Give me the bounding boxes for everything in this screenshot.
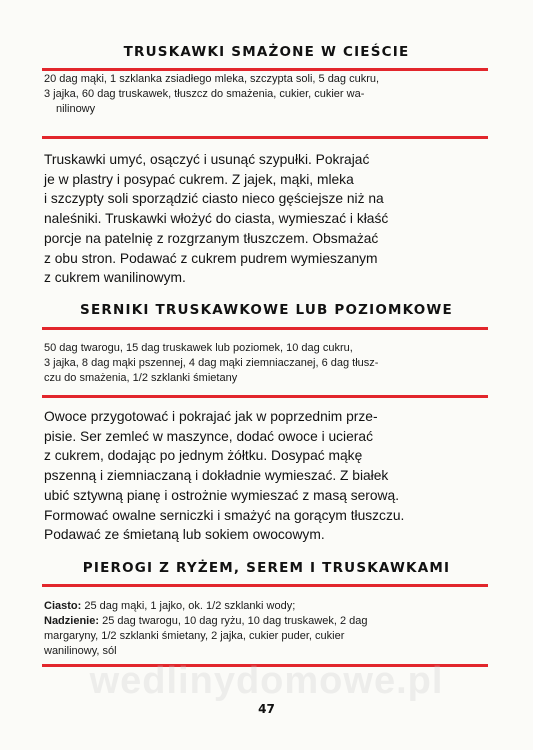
method-line: je w plastry i posypać cukrem. Z jajek, mąki, mleka [44,171,354,187]
recipe-title: TRUSKAWKI SMAŻONE W CIEŚCIE [123,44,410,60]
method-line: naleśniki. Truskawki włożyć do ciasta, wymieszać i kłaść [44,211,389,227]
method-line: porcje na patelnię z rozgrzanym tłuszczem. Obsmażać [44,230,379,246]
ingredients-list [44,599,486,659]
ingredient-label: Nadzienie: [44,615,100,627]
method-text [44,407,488,545]
red-rule [42,327,488,330]
method-line: pszenną i ziemniaczaną i dokładnie wymieszać. Z białek [44,468,389,484]
method-line: Truskawki umyć, osączyć i usunąć szypułki. Pokrajać [44,152,370,167]
method-line: Owoce przygotować i pokrajać jak w poprzednim prze- [44,409,378,424]
ingredients-list [44,72,486,117]
ingredient-line: wanilinowy, sól [44,645,117,657]
red-rule [42,68,488,71]
page-number: 47 [258,702,275,716]
ingredient-line: margaryny, 1/2 szklanki śmietany, 2 jajka, cukier puder, cukier [44,630,345,642]
method-line: z obu stron. Podawać z cukrem pudrem wymieszanym [44,250,378,266]
method-line: Podawać ze śmietaną lub sokiem owocowym. [44,527,325,543]
watermark: wedlinydomowe.pl [89,660,444,702]
ingredient-line: nilinowy [56,103,96,115]
red-rule [42,136,488,139]
ingredient-line: 3 jajka, 60 dag truskawek, tłuszcz do smażenia, cukier, cukier wa- [44,88,365,100]
ingredient-line: 3 jajka, 8 dag mąki pszennej, 4 dag mąki ziemniaczanej, 6 dag tłusz- [44,357,379,369]
ingredient-line [44,599,486,614]
method-line: ubić sztywną pianę i ostrożnie wymieszać z masą serową. [44,487,400,503]
red-rule [42,584,488,587]
method-line: i szczypty soli sporządzić ciasto nieco gęściejsze niż na [44,191,384,207]
method-line: Formować owalne serniczki i smażyć na gorącym tłuszczu. [44,507,405,523]
ingredients-list [44,341,486,386]
ingredient-line [44,614,486,629]
recipe-title: SERNIKI TRUSKAWKOWE LUB POZIOMKOWE [80,302,453,318]
ingredient-text: 25 dag twarogu, 10 dag ryżu, 10 dag truskawek, 2 dag [99,615,368,627]
recipe-title: PIEROGI Z RYŻEM, SEREM I TRUSKAWKAMI [82,560,451,576]
ingredient-line: 20 dag mąki, 1 szklanka zsiadłego mleka, szczypta soli, 5 dag cukru, [44,73,380,85]
method-line: pisie. Ser zemleć w maszynce, dodać owoce i ucierać [44,428,373,444]
ingredient-line: 50 dag twarogu, 15 dag truskawek lub poziomek, 10 dag cukru, [44,342,353,354]
method-line: z cukrem, dodając po jednym żółtku. Dosypać mąkę [44,448,363,464]
red-rule [42,395,488,398]
ingredient-text: 25 dag mąki, 1 jajko, ok. 1/2 szklanki wody; [81,600,296,612]
method-text [44,150,488,288]
ingredient-line: czu do smażenia, 1/2 szklanki śmietany [44,372,238,384]
ingredient-label: Ciasto: [44,600,82,612]
method-line: z cukrem wanilinowym. [44,270,186,286]
